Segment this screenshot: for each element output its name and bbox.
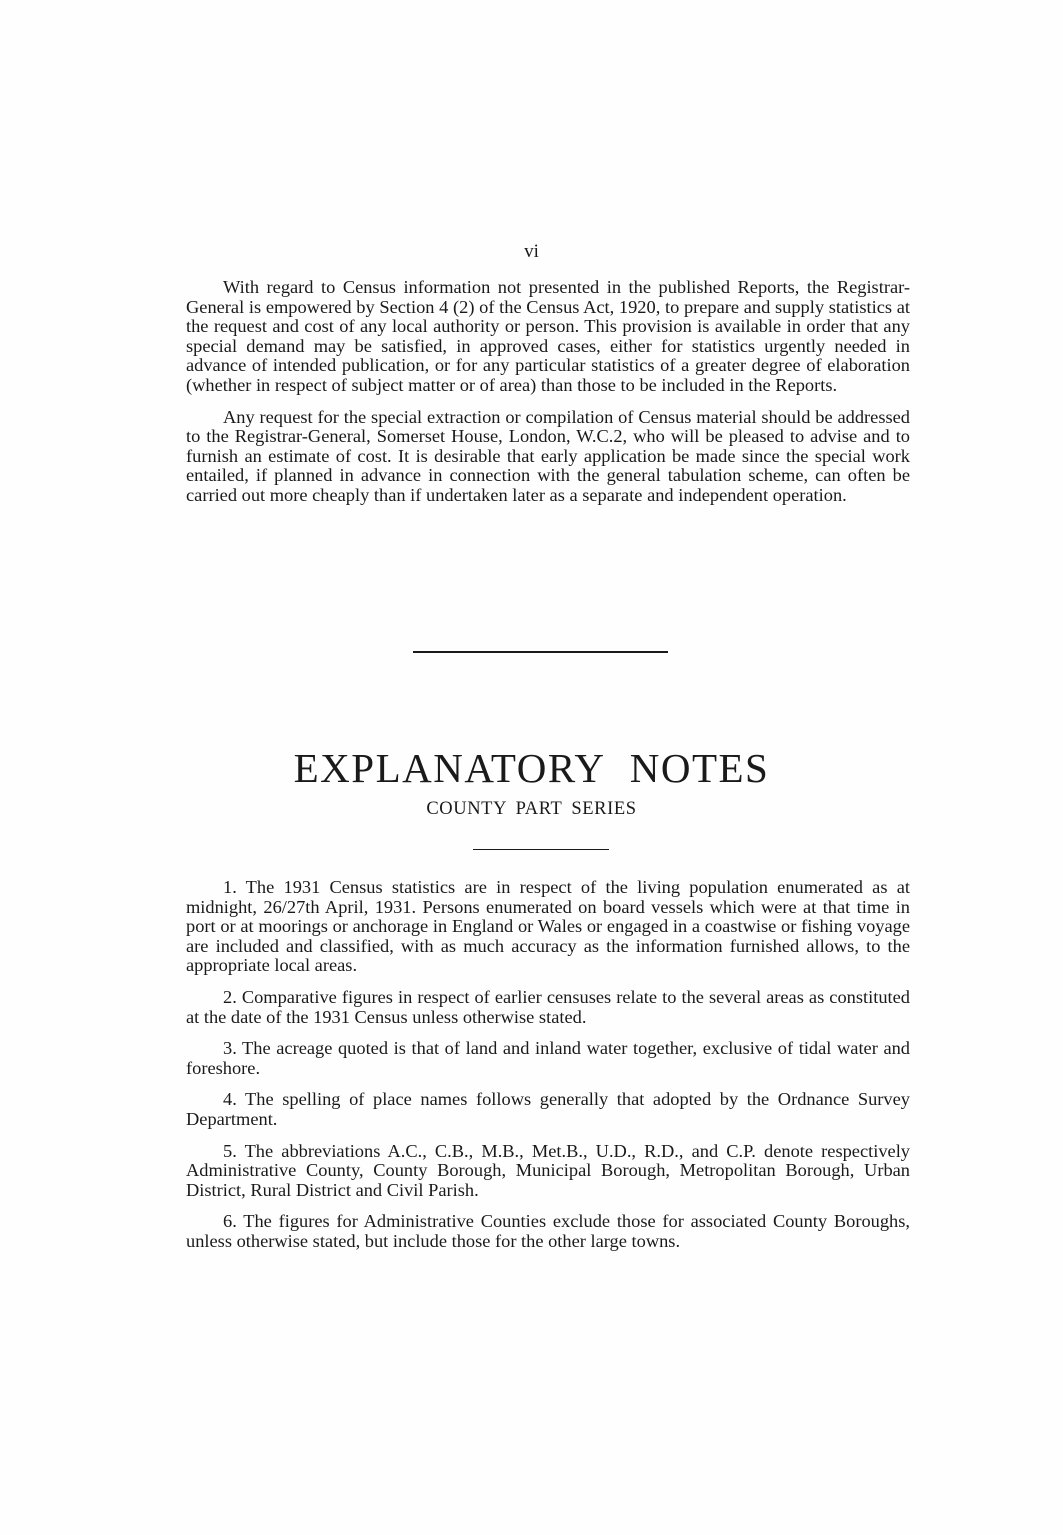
section-heading: EXPLANATORY NOTES	[293, 745, 770, 791]
section-divider	[413, 651, 668, 653]
note-item: 5. The abbreviations A.C., C.B., M.B., Met.B., U.D., R.D., and C.P. denote respectively Administrative County, County Borough, Municipal Borough, Metropolitan Borough, Urban District, Rural District and Civil Parish.	[186, 1140, 910, 1200]
intro-section	[186, 278, 910, 506]
note-item: 2. Comparative figures in respect of earlier censuses relate to the several areas as constituted at the date of the 1931 Census unless otherwise stated.	[186, 986, 910, 1027]
note-item: 6. The figures for Administrative Counties exclude those for associated County Boroughs, unless otherwise stated, but include those for the other large towns.	[186, 1211, 910, 1251]
note-item: 3. The acreage quoted is that of land and inland water together, exclusive of tidal water and foreshore.	[186, 1038, 910, 1078]
page-number: vi	[524, 241, 539, 262]
intro-paragraph: Any request for the special extraction or compilation of Census material should be addressed to the Registrar-General, Somerset House, London, W.C.2, who will be pleased to advise and to furnish an estimate of cost. It is desirable that early application be made since the special work entailed, if planned in advance in connection with the general tabulation scheme, can often be carried out more cheaply than if undertaken later as a separate and independent operation.	[186, 406, 910, 505]
heading-divider	[473, 849, 609, 850]
section-subheading: COUNTY PART SERIES	[426, 799, 637, 819]
note-item: 1. The 1931 Census statistics are in respect of the living population enumerated as at midnight, 26/27th April, 1931. Persons enumerated on board vessels which were at that time in port or at moorings or anchorage in England or Wales or engaged in a coastwise or fishing voyage are included and classified, with as much accuracy as the information furnished allows, to the appropriate local areas.	[186, 877, 910, 976]
note-item: 4. The spelling of place names follows generally that adopted by the Ordnance Survey Department.	[186, 1089, 910, 1129]
intro-paragraph: With regard to Census information not presented in the published Reports, the Registrar-General is empowered by Section 4 (2) of the Census Act, 1920, to prepare and supply statistics at the request and cost of any local authority or person. This provision is available in order that any special demand may be satisfied, in approved cases, either for statistics urgently needed in advance of intended publication, or for any particular statistics of a greater degree of elaboration (whether in respect of subject matter or of area) than those to be included in the Reports.	[186, 277, 910, 395]
notes-list	[186, 878, 910, 1252]
